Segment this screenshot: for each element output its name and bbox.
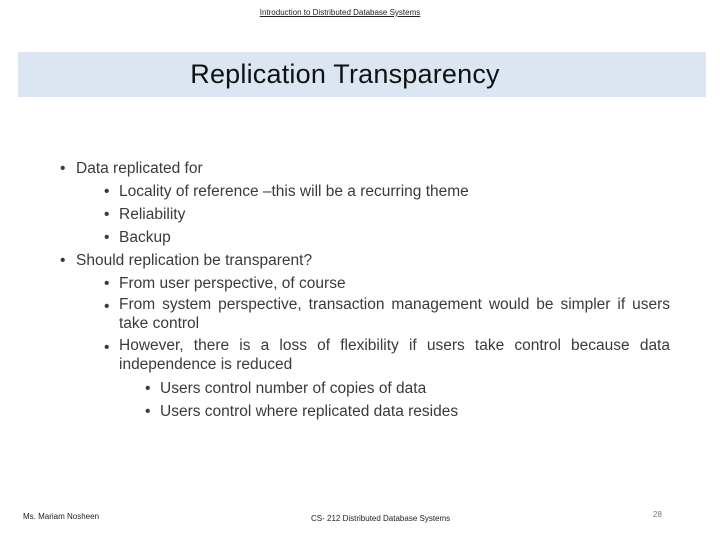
course-header-link[interactable]: Introduction to Distributed Database Systems	[259, 8, 421, 17]
sub-sub-bullet-item	[145, 400, 670, 423]
sub-bullet-item	[104, 336, 670, 423]
sub-bullet-text: • From user perspective, of course	[119, 275, 346, 292]
slide-title: Replication Transparency	[190, 59, 500, 89]
sub-bullet-item	[104, 295, 670, 333]
bullet-list	[60, 157, 670, 423]
sub-bullet-list	[76, 180, 670, 249]
sub-bullet-item	[104, 203, 670, 226]
sub-sub-bullet-item	[145, 377, 670, 400]
sub-bullet-text: • However, there is a loss of flexibility if users take control because data independence is reduced	[119, 337, 670, 373]
bullet-text: • Should replication be transparent?	[76, 252, 313, 269]
footer-author: Ms. Mariam Nosheen	[23, 512, 100, 521]
sub-bullet-text: • Reliability	[119, 206, 186, 223]
slide-content	[60, 157, 670, 423]
bullet-text: • Data replicated for	[76, 160, 203, 177]
sub-sub-bullet-text: • Users control where replicated data resides	[160, 403, 459, 420]
sub-bullet-text: • Backup	[119, 229, 171, 246]
footer-course: CS- 212 Distributed Database Systems	[311, 514, 451, 523]
title-bar	[18, 52, 706, 97]
bullet-item	[60, 157, 670, 249]
bullet-item	[60, 249, 670, 423]
sub-bullet-item	[104, 272, 670, 295]
sub-bullet-text: • Locality of reference –this will be a recurring theme	[119, 183, 469, 200]
page-number: 28	[653, 510, 662, 519]
sub-sub-bullet-text: • Users control number of copies of data	[160, 380, 427, 397]
sub-bullet-text: • From system perspective, transaction management would be simpler if users take control	[119, 296, 670, 332]
sub-bullet-item	[104, 226, 670, 249]
sub-bullet-item	[104, 180, 670, 203]
sub-sub-bullet-list	[119, 377, 670, 423]
sub-bullet-list	[76, 272, 670, 423]
